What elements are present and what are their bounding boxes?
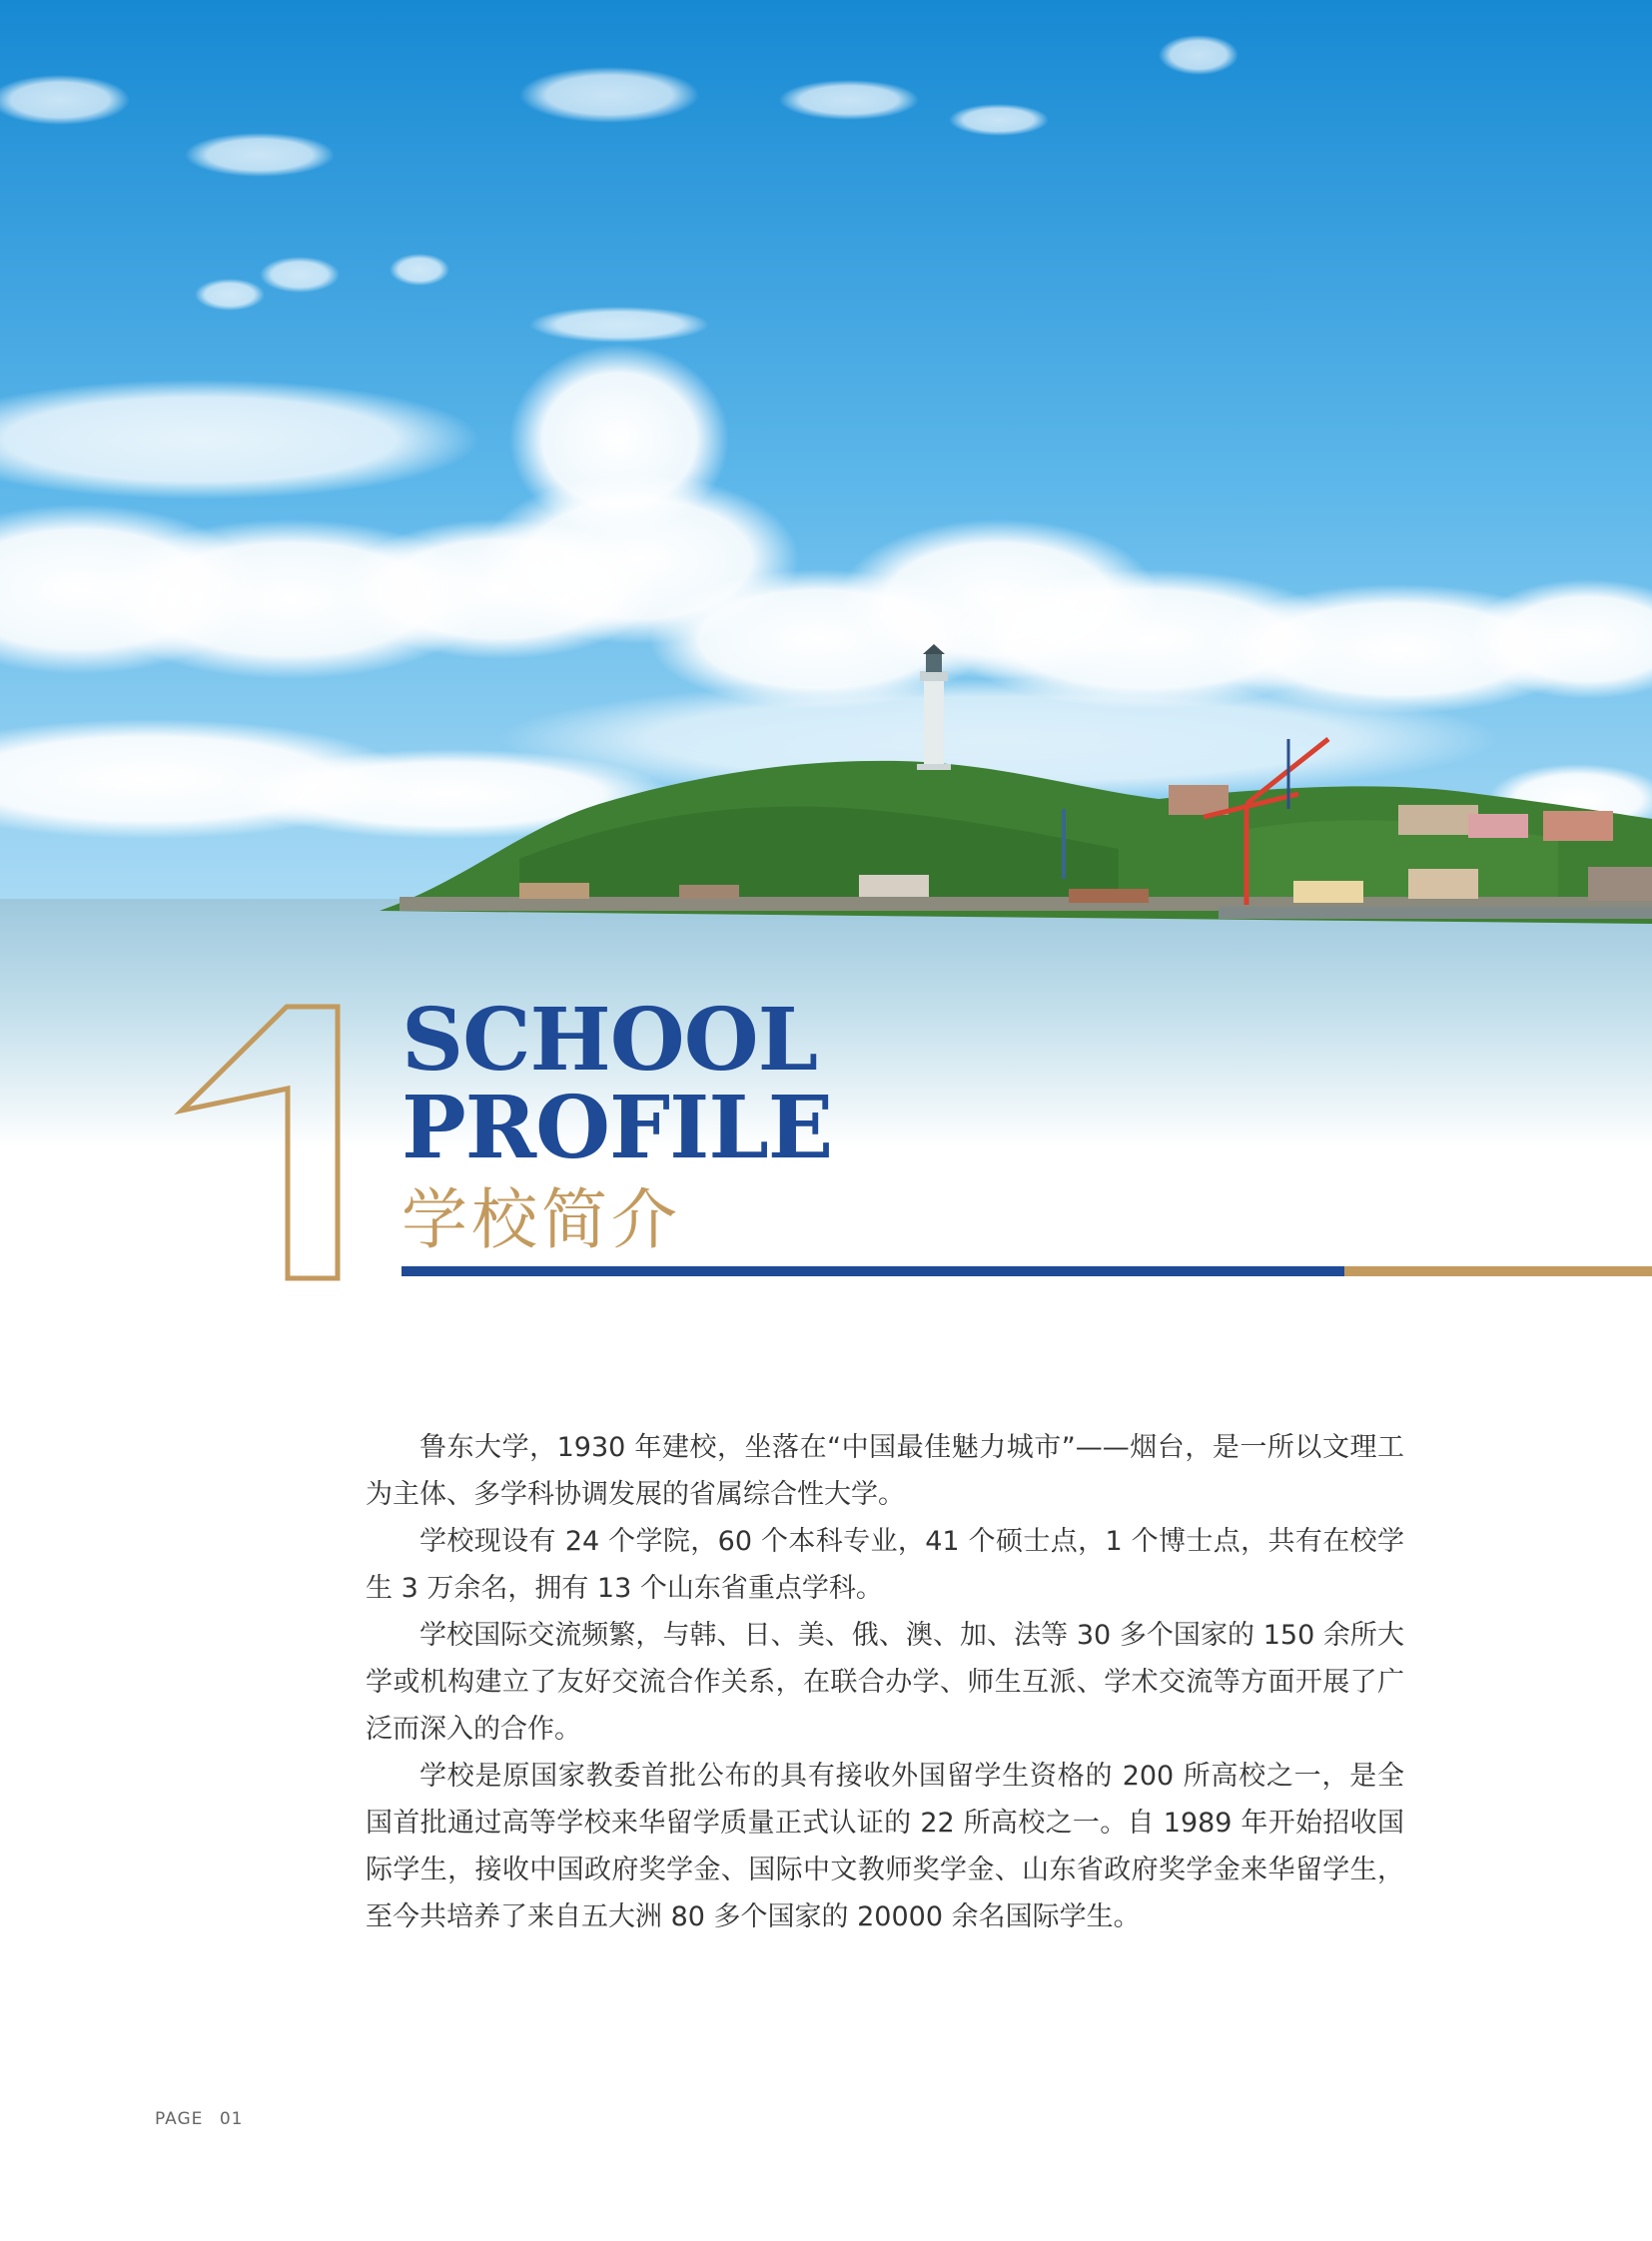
numeral-1-icon	[170, 999, 350, 1288]
title-rule-blue	[402, 1266, 1344, 1276]
page-footer	[155, 2109, 243, 2129]
profile-paragraph: 鲁东大学，1930 年建校，坐落在“中国最佳魅力城市”——烟台，是一所以文理工为主体、多学科协调发展的省属综合性大学。	[366, 1432, 1404, 1510]
profile-body	[366, 1424, 1404, 1940]
page-title-cn: 学校简介	[402, 1181, 681, 1258]
title-line-school: SCHOOL	[402, 990, 818, 1091]
page-number: 01	[219, 2109, 244, 2129]
profile-paragraph: 学校现设有 24 个学院，60 个本科专业，41 个硕士点，1 个博士点，共有在校学生 3 万余名，拥有 13 个山东省重点学科。	[366, 1526, 1404, 1604]
title-line-profile: PROFILE	[402, 1078, 833, 1178]
profile-paragraph: 学校是原国家教委首批公布的具有接收外国留学生资格的 200 所高校之一，是全国首批通过高等学校来华留学质量正式认证的 22 所高校之一。自 1989 年开始招收国际学生，接收中国政府奖学金、国际中文教师奖学金、山东省政府奖学金来华留学生，至今共培养了来自五大洲 80 多个国家的 20000 余名国际学生。	[366, 1761, 1404, 1932]
page-label: PAGE	[155, 2109, 204, 2129]
profile-paragraph: 学校国际交流频繁，与韩、日、美、俄、澳、加、法等 30 多个国家的 150 余所大学或机构建立了友好交流合作关系，在联合办学、师生互派、学术交流等方面开展了广泛而深入的合作。	[366, 1620, 1404, 1745]
section-numeral-1	[170, 999, 350, 1288]
title-rule-gold	[1344, 1266, 1652, 1276]
page-title-en	[402, 990, 833, 1178]
